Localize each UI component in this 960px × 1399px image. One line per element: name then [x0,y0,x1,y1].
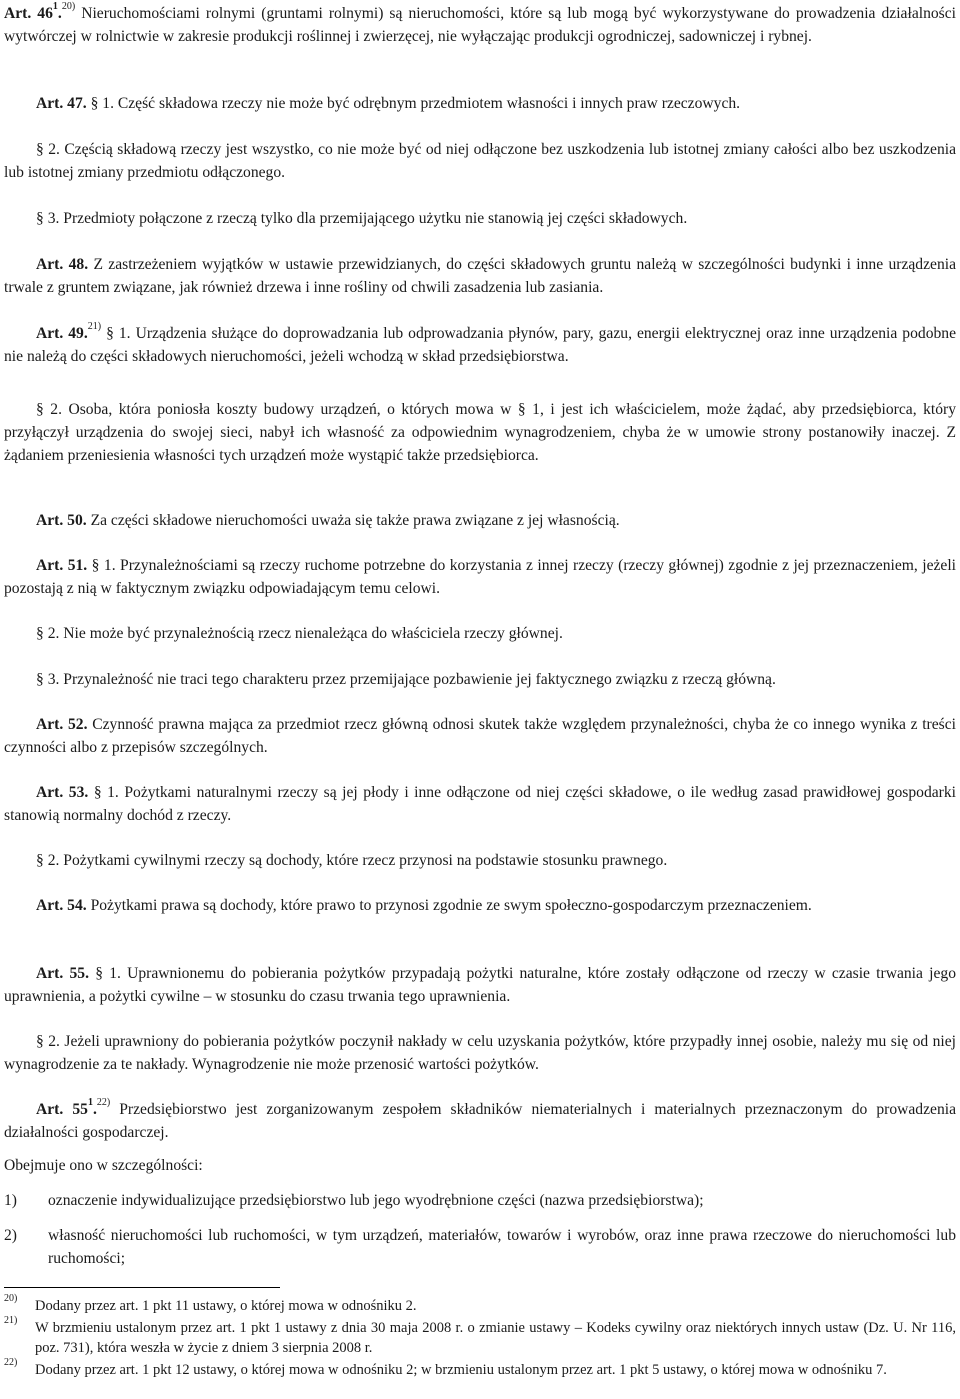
article-55-1: Art. $55^1.^{22)}$ Przedsiębiorstwo jest zorganizowanym zespołem składników niematerialnych i materialnych przeznaczonym do prowadzenia działalności gospodarczej. [4,1097,956,1141]
footnote-text: Dodany przez art. 1 pkt 12 ustawy, o której mowa w odnośniku 2; w brzmieniu ustalonym przez art. 1 pkt 5 ustawy, o której mowa w odnośniku 7. [35,1362,887,1378]
footnote-mark: 21) [4,1315,18,1326]
list-item-number: 1) [4,1192,17,1209]
article-label: Art. 54. [36,897,87,914]
article-51-par-2: § 2. Nie może być przynależnością rzecz nienależąca do właściciela rzeczy głównej. [36,625,563,642]
article-label: Art. $46^1$. [4,1,62,22]
footnote [4,1293,956,1316]
article-47-par-2: § 2. Częścią składową rzeczy jest wszystko, co nie może być od niej odłączone bez uszkodzenia lub istotnej zmiany całości albo bez uszkodzenia lub istotnej zmiany przedmiotu odłączonego. [4,141,956,181]
article-55-par-2: § 2. Jeżeli uprawniony do pobierania pożytków poczynił nakłady w celu uzyskania pożytków, które przypadły innej osobie, należy mu się od niej wynagrodzenie za te nakłady. Wynagrodzenie nie może przenosić wartości pożytków. [4,1033,956,1073]
article-48: Art. 48. Z zastrzeżeniem wyjątków w ustawie przewidzianych, do części składowych gruntu należą w szczególności budynki i inne urządzenia trwale z gruntem związane, jak również drzewa i inne rośliny od chwili zasadzenia lub zasiania. [4,256,956,296]
article-55-par-1: Art. 55. § 1. Uprawnionemu do pobierania pożytków przypadają pożytki naturalne, które zostały odłączone od rzeczy w czasie trwania jego uprawnienia, a pożytki cywilne – w stosunku do czasu trwania tego uprawnienia. [4,965,956,1005]
list-item-text: oznaczenie indywidualizujące przedsiębiorstwo lub jego wyodrębnione części (nazwa przedsiębiorstwa); [48,1192,704,1209]
article-label: Art. 50. [36,512,87,529]
footnote-ref: 20) [61,1,76,12]
article-54: Art. 54. Pożytkami prawa są dochody, które prawo to przynosi zgodnie ze swym społeczno-gospodarczym przeznaczeniem. [36,897,812,914]
article-label: Art. 55. [36,965,89,982]
article-label: Art. 47. [36,95,87,112]
list-item [4,1224,956,1270]
article-label: Art. 52. [36,716,88,733]
article-label: Art. $55^1$. [36,1097,97,1118]
list-item-text: własność nieruchomości lub ruchomości, w tym urządzeń, materiałów, towarów i wyrobów, oraz inne prawa rzeczowe do nieruchomości lub ruchomości; [48,1227,956,1267]
footnote-mark: 22) [4,1357,18,1368]
article-51-par-1: Art. 51. § 1. Przynależnościami są rzeczy ruchome potrzebne do korzystania z innej rzeczy (rzeczy głównej) zgodnie z jej przeznaczeniem, jeżeli pozostają z nią w faktycznym związku odpowiadającym temu celowi. [4,557,957,597]
article-52: Art. 52. Czynność prawna mająca za przedmiot rzecz główną odnosi skutek także względem przynależności, chyba że co innego wynika z treści czynności albo z przepisów szczególnych. [4,716,956,756]
footnote-divider [4,1287,280,1288]
article-47-par-3: § 3. Przedmioty połączone z rzeczą tylko dla przemijającego użytku nie stanowią jej części składowych. [36,210,688,227]
list-item-number: 2) [4,1227,17,1244]
footnote-text: W brzmieniu ustalonym przez art. 1 pkt 1 ustawy z dnia 30 maja 2008 r. o zmianie ustawy – Kodeks cywilny oraz niektórych innych ustaw (Dz. U. Nr 116, poz. 731), która weszła w życie z dniem 3 sierpnia 2008 r. [35,1320,956,1356]
footnote-mark: 20) [4,1293,18,1304]
article-label: Art. 48. [36,256,89,273]
footnote-ref: 22) [96,1097,111,1108]
footnote [4,1315,956,1358]
article-51-par-3: § 3. Przynależność nie traci tego charakteru przez przemijające pozbawienie jej faktycznego związku z rzeczą główną. [36,671,776,688]
article-50: Art. 50. Za części składowe nieruchomości uważa się także prawa związane z jej własnością. [36,512,620,529]
article-label: Art. 49. [36,325,88,342]
article-49-par-1: Art. 49.$^{21)}$ § 1. Urządzenia służące do doprowadzania lub odprowadzania płynów, pary, gazu, energii elektrycznej oraz inne urządzenia podobne nie należą do części składowych nieruchomości, jeżeli wchodzą w skład przedsiębiorstwa. [4,321,957,365]
article-49-par-2: § 2. Osoba, która poniosła koszty budowy urządzeń, o których mowa w § 1, i jest ich właścicielem, może żądać, aby przedsiębiorca, który przyłączył urządzenia do swojej sieci, nabył ich własność za odpowiednim wynagrodzeniem, chyba że w umowie strony postanowiły inaczej. Z żądaniem przeniesienia własności tych urządzeń może wystąpić także przedsiębiorca. [4,401,956,464]
list-item [4,1189,956,1212]
article-53-par-1: Art. 53. § 1. Pożytkami naturalnymi rzeczy są jej płody i inne odłączone od niej części składowe, o ile według zasad prawidłowej gospodarki stanowią normalny dochód z rzeczy. [4,784,956,824]
article-53-par-2: § 2. Pożytkami cywilnymi rzeczy są dochody, które rzecz przynosi na podstawie stosunku prawnego. [36,852,668,869]
footnote [4,1357,956,1380]
article-label: Art. 53. [36,784,89,801]
footnote-ref: 21) [87,321,102,332]
footnote-text: Dodany przez art. 1 pkt 11 ustawy, o której mowa w odnośniku 2. [35,1298,417,1314]
enumeration-intro: Obejmuje ono w szczególności: [4,1157,203,1174]
article-46: Art. $46^1.^{20)}$ Nieruchomościami rolnymi (gruntami rolnymi) są nieruchomości, które są lub mogą być wykorzystywane do prowadzenia działalności wytwórczej w rolnictwie w zakresie produkcji roślinnej i zwierzęcej, nie wyłączając produkcji ogrodniczej, sadowniczej i rybnej. [4,1,956,45]
article-label: Art. 51. [36,557,88,574]
article-47-par-1: Art. 47. § 1. Część składowa rzeczy nie może być odrębnym przedmiotem własności i innych praw rzeczowych. [36,95,741,112]
